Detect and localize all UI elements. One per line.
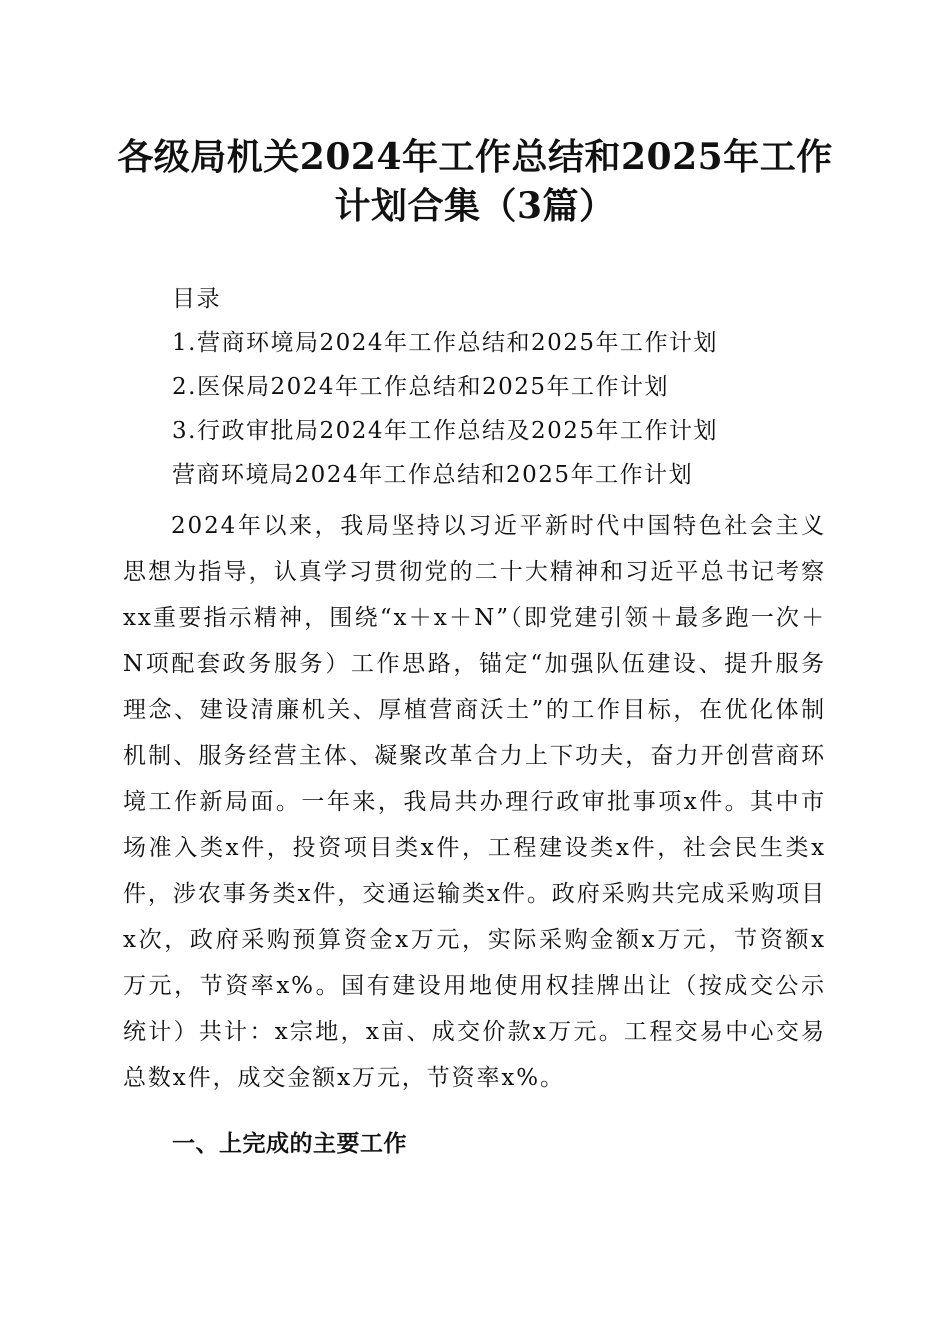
toc-item-2: 2.医保局2024年工作总结和2025年工作计划: [172, 374, 670, 400]
toc-item-1: 1.营商环境局2024年工作总结和2025年工作计划: [172, 330, 719, 356]
toc-item-3: 3.行政审批局2024年工作总结及2025年工作计划: [172, 418, 719, 444]
intro-paragraph: 2024年以来，我局坚持以习近平新时代中国特色社会主义思想为指导，认真学习贯彻党的二十大精神和习近平总书记考察xx重要指示精神，围绕“x＋x＋N”（即党建引领＋最多跑一次＋N项配套政务服务）工作思路，锚定“加强队伍建设、提升服务理念、建设清廉机关、厚植营商沃土”的工作目标，在优化体制机制、服务经营主体、凝聚改革合力上下功夫，奋力开创营商环境工作新局面。一年来，我局共办理行政审批事项x件。其中市场准入类x件，投资项目类x件，工程建设类x件，社会民生类x件，涉农事务类x件，交通运输类x件。政府采购共完成采购项目x次，政府采购预算资金x万元，实际采购金额x万元，节资额x万元，节资率x%。国有建设用地使用权挂牌出让（按成交公示统计）共计：x宗地，x亩、成交价款x万元。工程交易中心交易总数x件，成交金额x万元，节资率x%。: [123, 513, 826, 1091]
toc-heading: 目录: [172, 286, 221, 312]
document-title: 各级局机关2024年工作总结和2025年工作计划合集（3篇）: [117, 136, 833, 227]
section-heading: 一、上完成的主要工作: [172, 1131, 407, 1157]
article-title: 营商环境局2024年工作总结和2025年工作计划: [172, 462, 694, 488]
